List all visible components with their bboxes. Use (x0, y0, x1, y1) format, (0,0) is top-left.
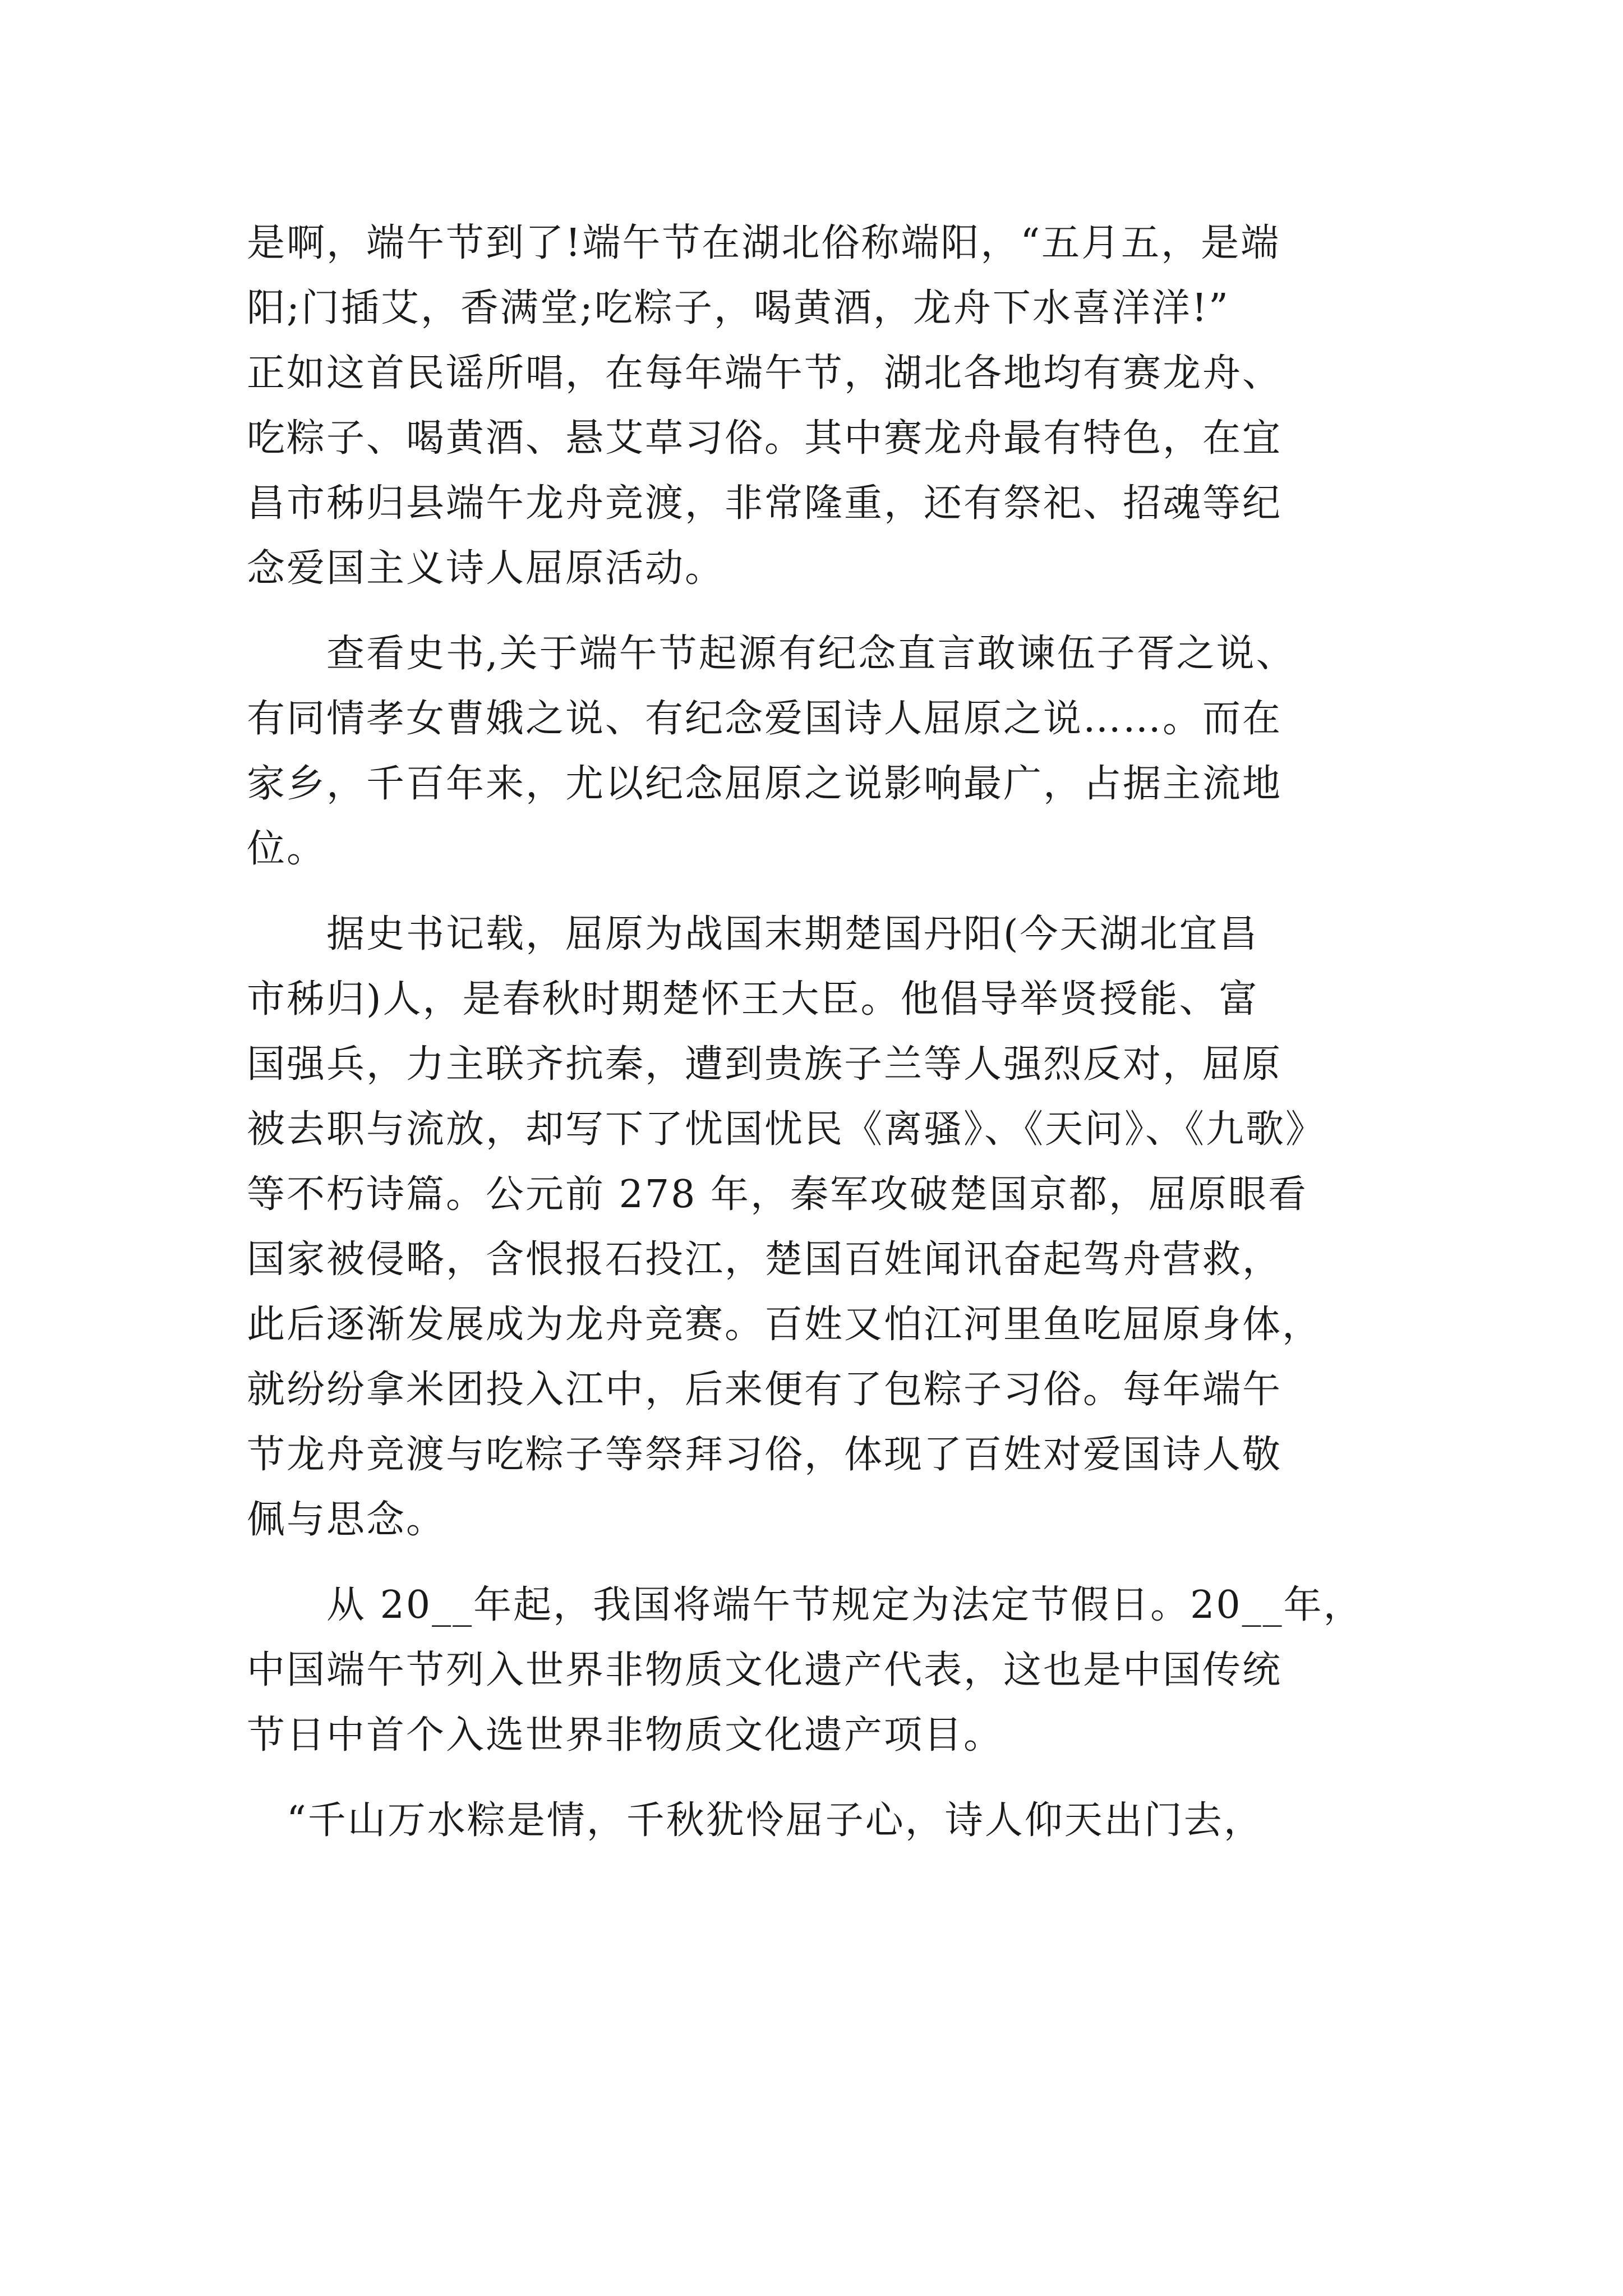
text-line: 中国端午节列入世界非物质文化遗产代表，这也是中国传统 (247, 1648, 1283, 1692)
paragraph-history-books (247, 622, 1391, 882)
text-line: 等不朽诗篇。公元前 278 年，秦军攻破楚国京都，屈原眼看 (247, 1172, 1308, 1217)
paragraph-qu-yuan (247, 902, 1391, 1553)
text-line: 节龙舟竞渡与吃粽子等祭拜习俗，体现了百姓对爱国诗人敬 (247, 1433, 1283, 1477)
text-line: 阳;门插艾，香满堂;吃粽子，喝黄酒，龙舟下水喜洋洋!” (247, 286, 1230, 330)
text-line: 家乡，千百年来，尤以纪念屈原之说影响最广，占据主流地 (247, 762, 1283, 806)
text-line: 据史书记载，屈原为战国末期楚国丹阳(今天湖北宜昌 (247, 912, 1259, 956)
text-line: 正如这首民谣所唱，在每年端午节，湖北各地均有赛龙舟、 (247, 351, 1283, 395)
text-line: “千山万水粽是情，千秋犹怜屈子心，诗人仰天出门去， (247, 1798, 1264, 1843)
paragraph-gap (247, 1553, 1391, 1573)
text-line: 念爱国主义诗人屈原活动。 (247, 546, 725, 591)
text-line: 节日中首个入选世界非物质文化遗产项目。 (247, 1713, 1004, 1757)
text-line: 有同情孝女曹娥之说、有纪念爱国诗人屈原之说……。而在 (247, 697, 1283, 741)
paragraph-poem (247, 1788, 1391, 1853)
document-body (247, 211, 1391, 1853)
text-line: 查看史书,关于端午节起源有纪念直言敢谏伍子胥之说、 (247, 632, 1296, 676)
text-line: 从 20__年起，我国将端午节规定为法定节假日。20__年， (247, 1583, 1363, 1627)
text-line: 就纷纷拿米团投入江中，后来便有了包粽子习俗。每年端午 (247, 1368, 1283, 1412)
paragraph-holiday (247, 1573, 1391, 1768)
text-line: 市秭归)人，是春秋时期楚怀王大臣。他倡导举贤授能、富 (247, 977, 1259, 1022)
text-line: 国家被侵略，含恨报石投江，楚国百姓闻讯奋起驾舟营救， (247, 1237, 1283, 1282)
text-line: 被去职与流放，却写下了忧国忧民《离骚》、《天问》、《九歌》 (247, 1107, 1326, 1152)
text-line: 国强兵，力主联齐抗秦，遭到贵族子兰等人强烈反对，屈原 (247, 1042, 1283, 1087)
text-line: 此后逐渐发展成为龙舟竞赛。百姓又怕江河里鱼吃屈原身体， (247, 1303, 1322, 1347)
text-line: 位。 (247, 827, 327, 871)
text-line: 吃粽子、喝黄酒、悬艾草习俗。其中赛龙舟最有特色，在宜 (247, 416, 1283, 461)
text-line: 是啊，端午节到了!端午节在湖北俗称端阳，“五月五，是端 (247, 221, 1281, 265)
paragraph-gap (247, 1768, 1391, 1788)
paragraph-gap (247, 601, 1391, 622)
paragraph-intro (247, 211, 1391, 601)
paragraph-gap (247, 882, 1391, 902)
text-line: 昌市秭归县端午龙舟竞渡，非常隆重，还有祭祀、招魂等纪 (247, 481, 1283, 526)
text-line: 佩与思念。 (247, 1498, 446, 1542)
